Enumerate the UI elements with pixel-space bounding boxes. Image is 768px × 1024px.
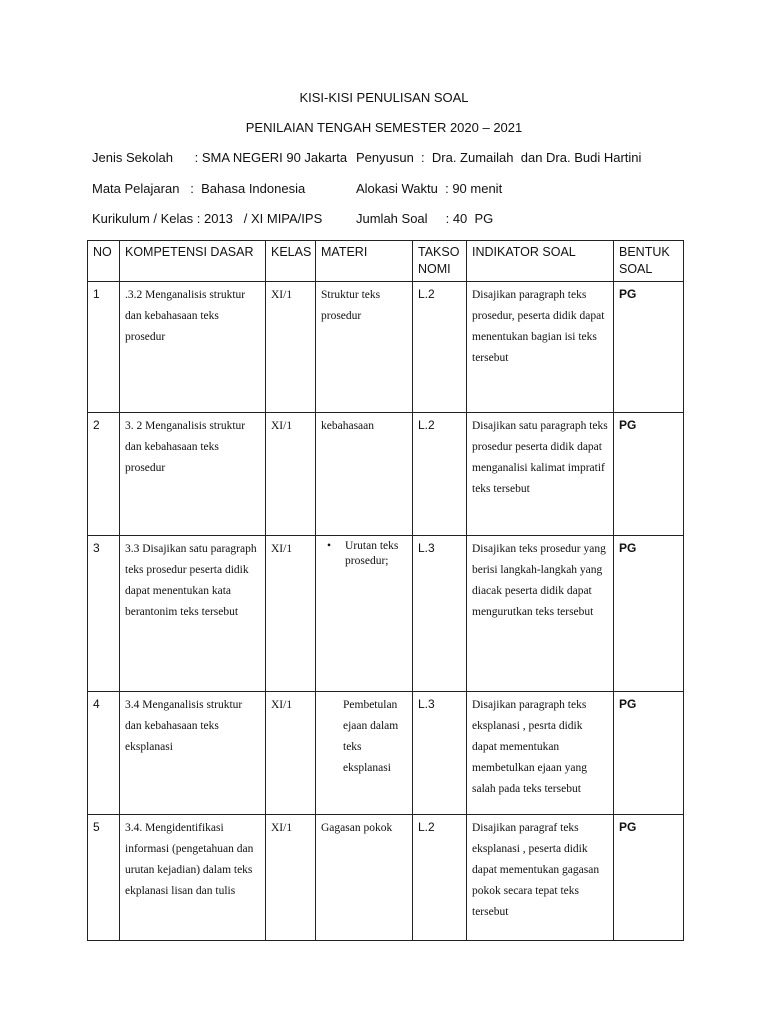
row-no: 4 [88,692,120,815]
row-kelas: XI/1 [266,815,316,941]
row-materi: Gagasan pokok [316,815,413,941]
document-subtitle: PENILAIAN TENGAH SEMESTER 2020 – 2021 [245,120,523,135]
row-no: 1 [88,282,120,413]
row-kelas: XI/1 [266,692,316,815]
row-no: 3 [88,536,120,692]
document-title: KISI-KISI PENULISAN SOAL [299,90,469,105]
materi-text: Pembetulan ejaan dalam teks eksplanasi [343,699,399,774]
kisi-kisi-table [87,240,684,941]
table-row [88,815,684,941]
info-jumlah-soal: Jumlah Soal : 40 PG [356,211,494,226]
row-kompetensi-dasar: 3.3 Disajikan satu paragraph teks prosedur peserta didik dapat menentukan kata berantonim teks tersebut [120,536,266,692]
row-kelas: XI/1 [266,536,316,692]
row-bentuk: PG [614,282,684,413]
info-mata-pelajaran: Mata Pelajaran : Bahasa Indonesia [92,181,306,196]
header-bentuk-soal: BENTUK SOAL [614,241,684,282]
row-taksonomi: L.2 [413,815,467,941]
row-materi [316,536,413,692]
header-no: NO [88,241,120,282]
row-no: 2 [88,413,120,536]
row-indikator: Disajikan teks prosedur yang berisi langkah-langkah yang diacak peserta didik dapat mengurutkan teks tersebut [467,536,614,692]
header-indikator-soal: INDIKATOR SOAL [467,241,614,282]
row-kelas: XI/1 [266,413,316,536]
table-header-row [88,241,684,282]
materi-bullet-item [321,539,407,569]
row-kompetensi-dasar: 3.4 Menganalisis struktur dan kebahasaan teks eksplanasi [120,692,266,815]
header-kelas: KELAS [266,241,316,282]
header-kompetensi-dasar: KOMPETENSI DASAR [120,241,266,282]
row-taksonomi: L.2 [413,413,467,536]
info-alokasi-waktu: Alokasi Waktu : 90 menit [356,181,503,196]
row-indikator: Disajikan satu paragraph teks prosedur peserta didik dapat menganalisi kalimat impratif teks tersebut [467,413,614,536]
row-indikator: Disajikan paragraph teks prosedur, peserta didik dapat menentukan bagian isi teks tersebut [467,282,614,413]
row-materi: Struktur teks prosedur [316,282,413,413]
row-kompetensi-dasar: 3. 2 Menganalisis struktur dan kebahasaan teks prosedur [120,413,266,536]
info-penyusun: Penyusun : Dra. Zumailah dan Dra. Budi Hartini [356,150,642,165]
row-kelas: XI/1 [266,282,316,413]
row-bentuk: PG [614,692,684,815]
row-taksonomi: L.3 [413,536,467,692]
table-row [88,536,684,692]
row-indikator: Disajikan paragraph teks eksplanasi , pesrta didik dapat mementukan membetulkan ejaan yang salah pada teks tersebut [467,692,614,815]
row-kompetensi-dasar: 3.4. Mengidentifikasi informasi (pengetahuan dan urutan kejadian) dalam teks ekplanasi lisan dan tulis [120,815,266,941]
row-bentuk: PG [614,815,684,941]
row-no: 5 [88,815,120,941]
materi-text: Urutan teks prosedur; [345,540,399,567]
row-taksonomi: L.2 [413,282,467,413]
bullet-glyph: • [327,540,332,552]
row-indikator: Disajikan paragraf teks eksplanasi , peserta didik dapat mementukan gagasan pokok secara tepat teks tersebut [467,815,614,941]
row-bentuk: PG [614,536,684,692]
table-row [88,692,684,815]
row-materi: kebahasaan [316,413,413,536]
info-kurikulum: Kurikulum / Kelas : 2013 / XI MIPA/IPS [92,211,323,226]
row-materi [316,692,413,815]
table-row [88,413,684,536]
header-materi: MATERI [316,241,413,282]
row-kompetensi-dasar: .3.2 Menganalisis struktur dan kebahasaan teks prosedur [120,282,266,413]
info-jenis-sekolah: Jenis Sekolah : SMA NEGERI 90 Jakarta [92,150,348,165]
table-row [88,282,684,413]
row-bentuk: PG [614,413,684,536]
header-taksonomi: TAKSO NOMI [413,241,467,282]
row-taksonomi: L.3 [413,692,467,815]
